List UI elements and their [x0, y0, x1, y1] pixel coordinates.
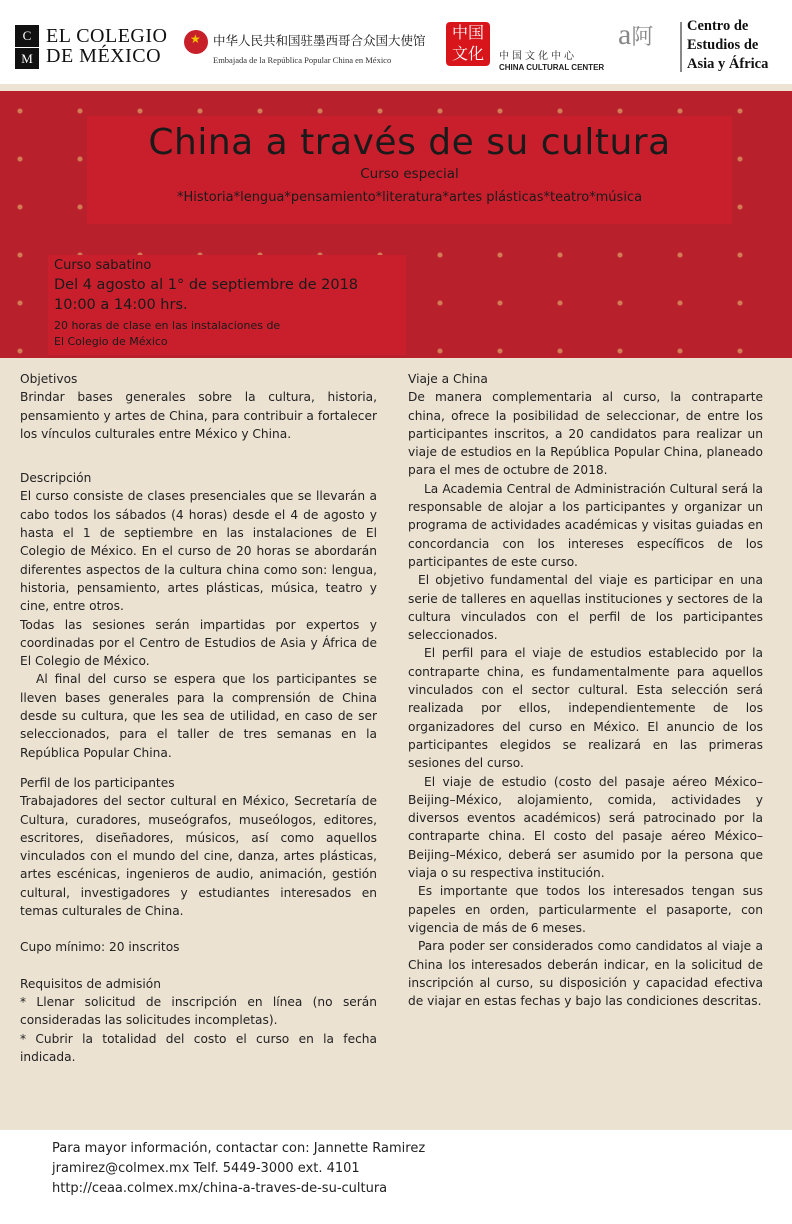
ccc-name-chinese: 中国文化中心 [499, 51, 577, 62]
description-paragraph: El curso consiste de clases presenciales que se llevarán a cabo todos los sábados (4 horas) desde el 4 de agosto y hasta el 1 de septiembre en las instalaciones de El Colegio de México. En el curso de 20 horas se abordarán diferentes aspectos de la cultura china como son: lengua, historia, pensamiento, artes plásticas, música, teatro y cine, entre otros. [20, 489, 377, 614]
body-content [0, 358, 792, 1130]
colmex-name [46, 26, 167, 66]
trip-paragraph: El viaje de estudio (costo del pasaje aéreo México–Beijing–México, alojamiento, comida, actividades y diversos eventos académicos) será patrocinado por la contraparte china. El costo del pasaje aéreo México–Beijing–México, deberá ser asumido por la persona que viaja o su respectiva institución. [408, 774, 763, 881]
course-hours: 10:00 a 14:00 hrs. [54, 297, 188, 313]
title-box [87, 116, 732, 224]
contact-name: Para mayor información, contactar con: Jannette Ramirez [52, 1141, 426, 1156]
trip-heading: Viaje a China [408, 372, 488, 386]
course-type: Curso sabatino [54, 258, 152, 273]
profile-heading: Perfil de los participantes [20, 775, 175, 790]
colmex-logo-icon: C M [15, 25, 39, 69]
contact-footer [0, 1130, 792, 1224]
ceaa-line3: Asia y África [687, 56, 769, 72]
embassy-name-chinese: 中华人民共和国驻墨西哥合众国大使馆 [213, 33, 426, 48]
course-subtitle: Curso especial [360, 166, 459, 182]
contact-email-phone[interactable]: jramirez@colmex.mx Telf. 5449-3000 ext. 4101 [52, 1161, 360, 1176]
page-title: China a través de su cultura [148, 122, 671, 163]
requirement-item: * Llenar solicitud de inscripción en línea (no serán consideradas las solicitudes incompletas). [20, 994, 377, 1028]
ceaa-line1: Centro de [687, 18, 749, 34]
colmex-line1: EL COLEGIO [46, 25, 168, 47]
ceaa-line2: Estudios de [687, 37, 759, 53]
course-info-box [48, 255, 406, 355]
contact-url-link[interactable]: http://ceaa.colmex.mx/china-a-traves-de-su-cultura [52, 1181, 388, 1196]
course-location-line2: El Colegio de México [54, 335, 168, 348]
china-emblem-icon [184, 30, 208, 54]
minimum-enrollment: Cupo mínimo: 20 inscritos [20, 940, 180, 955]
trip-paragraph: El objetivo fundamental del viaje es participar en una serie de talleres en aquellas instituciones y sectores de la cultura vinculados con el perfil de los participantes seleccionados. [408, 573, 763, 643]
embassy-name-spanish: Embajada de la República Popular China en México [213, 55, 392, 65]
course-topics: *Historia*lengua*pensamiento*literatura*artes plásticas*teatro*música [176, 190, 643, 205]
left-column [20, 370, 377, 1066]
profile-text: Trabajadores del sector cultural en México, Secretaría de Cultura, curadores, museógrafos, museólogos, editores, escritores, diseñadores, músicos, así como aquellos vinculados con el mundo del cine, danza, artes plásticas, artes escénicas, ingenieros de audio, animación, gestión cultural, investigadores y estudiantes interesados en temas culturales de China. [20, 794, 377, 919]
objectives-text: Brindar bases generales sobre la cultura, historia, pensamiento y artes de China, para contribuir a fortalecer los vínculos culturales entre México y China. [20, 390, 377, 441]
description-paragraph: Todas las sesiones serán impartidas por expertos y coordinadas por el Centro de Estudios de Asia y África de El Colegio de México. [20, 617, 377, 669]
description-heading: Descripción [20, 471, 92, 486]
logo-header [0, 0, 792, 84]
course-dates: Del 4 agosto al 1° de septiembre de 2018 [54, 277, 359, 293]
trip-paragraph: Es importante que todos los interesados tengan sus papeles en orden, particularmente el pasaporte, con vigencia de más de 6 meses. [408, 884, 763, 935]
trip-paragraph: Para poder ser considerados como candidatos al viaje a China los interesados deberán indicar, en la solicitud de inscripción al curso, su disposición y capacidad efectiva de viajar en estas fechas y bajo las condiciones descritas. [408, 939, 763, 1009]
requirements-heading: Requisitos de admisión [20, 976, 161, 991]
ceaa-divider [680, 22, 682, 72]
description-paragraph: Al final del curso se espera que los participantes se lleven bases generales para la comprensión de China desde su cultura, que les sea de utilidad, en caso de ser seleccionados, para el taller de tres semanas en la República Popular China. [20, 672, 377, 760]
trip-paragraph: El perfil para el viaje de estudios establecido por la contraparte china, es fundamentalmente para aquellos vinculados con el sector cultural. Esta selección será realizada por ellos, independientemente de los organizadores del curso en México. El anuncio de los participantes elegidos se realizará en las primeras sesiones del curso. [408, 646, 763, 771]
ceaa-name [687, 17, 768, 74]
requirement-item: * Cubrir la totalidad del costo el curso en la fecha indicada. [20, 1031, 377, 1064]
trip-paragraph: La Academia Central de Administración Cultural será la responsable de alojar a los participantes y organizar un programa de actividades académicas y visitas guiadas en concordancia con los intereses específicos de los participantes de este curso. [408, 481, 763, 569]
ccc-name-english: CHINA CULTURAL CENTER [499, 63, 605, 72]
trip-paragraph: De manera complementaria al curso, la contraparte china, ofrece la posibilidad de seleccionar, de entre los participantes inscritos, a 20 candidatos para realizar un viaje de estudios en la República Popular China, planeado para el mes de octubre de 2018. [408, 390, 763, 478]
colmex-line2: DE MÉXICO [46, 45, 162, 67]
ccc-seal-icon: 中国 文化 [446, 22, 490, 66]
right-column [408, 370, 763, 1010]
ceaa-logo-icon: a阿 [618, 18, 654, 51]
course-location-line1: 20 horas de clase en las instalaciones de [54, 319, 281, 332]
objectives-heading: Objetivos [20, 372, 78, 386]
